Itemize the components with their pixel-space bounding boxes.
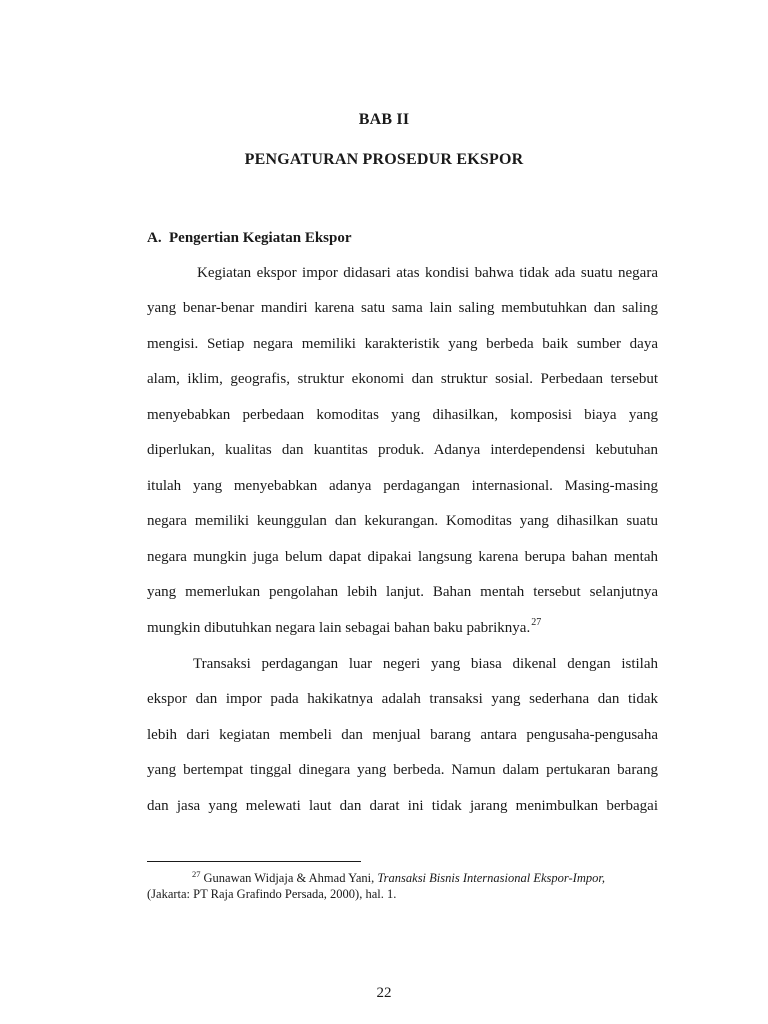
paragraph-1-line: mungkin dibutuhkan negara lain sebagai bahan baku pabriknya. <box>147 620 531 636</box>
paragraph-1-line: mengisi. Setiap negara memiliki karakteristik yang berbeda baik sumber daya <box>147 336 658 352</box>
paragraph-1-line: yang memerlukan pengolahan lebih lanjut. Bahan mentah tersebut selanjutnya <box>147 584 658 600</box>
paragraph-2-line: yang bertempat tinggal dinegara yang berbeda. Namun dalam pertukaran barang <box>147 762 658 778</box>
paragraph-1-line: Kegiatan ekspor impor didasari atas kondisi bahwa tidak ada suatu negara <box>197 265 658 281</box>
paragraph-1-last-line <box>147 619 658 637</box>
page-number: 22 <box>376 985 392 1001</box>
section-title: Pengertian Kegiatan Ekspor <box>169 230 352 246</box>
paragraph-1-line: negara mungkin juga belum dapat dipakai langsung karena berupa bahan mentah <box>147 549 658 565</box>
chapter-title: PENGATURAN PROSEDUR EKSPOR <box>244 151 524 168</box>
paragraph-1-line: negara memiliki keunggulan dan kekurangan. Komoditas yang dihasilkan suatu <box>147 513 658 529</box>
footnote-number: 27 <box>192 869 201 879</box>
footnote-publication: (Jakarta: PT Raja Grafindo Persada, 2000), hal. 1. <box>147 887 397 901</box>
paragraph-1-line: diperlukan, kualitas dan kuantitas produk. Adanya interdependensi kebutuhan <box>147 442 658 458</box>
section-marker: A. <box>147 230 162 246</box>
paragraph-2-line: ekspor dan impor pada hakikatnya adalah transaksi yang sederhana dan tidak <box>147 691 658 707</box>
footnote-authors: Gunawan Widjaja & Ahmad Yani, <box>203 871 375 885</box>
footnote-book-title: Transaksi Bisnis Internasional Ekspor-Impor, <box>377 871 605 885</box>
paragraph-2-line: Transaksi perdagangan luar negeri yang biasa dikenal dengan istilah <box>193 656 658 672</box>
chapter-number: BAB II <box>358 111 410 128</box>
paragraph-1-line: menyebabkan perbedaan komoditas yang dihasilkan, komposisi biaya yang <box>147 407 658 423</box>
paragraph-2-line: lebih dari kegiatan membeli dan menjual barang antara pengusaha-pengusaha <box>147 727 658 743</box>
paragraph-1-line: itulah yang menyebabkan adanya perdagangan internasional. Masing-masing <box>147 478 658 494</box>
paragraph-1-line: yang benar-benar mandiri karena satu sama lain saling membutuhkan dan saling <box>147 300 658 316</box>
footnote-line-1 <box>192 871 605 886</box>
footnote-reference[interactable]: 27 <box>531 617 542 628</box>
paragraph-1-line: alam, iklim, geografis, struktur ekonomi dan struktur sosial. Perbedaan tersebut <box>147 371 658 387</box>
footnote-divider <box>147 861 361 862</box>
section-heading <box>147 230 352 247</box>
paragraph-2-line: dan jasa yang melewati laut dan darat ini tidak jarang menimbulkan berbagai <box>147 798 658 814</box>
